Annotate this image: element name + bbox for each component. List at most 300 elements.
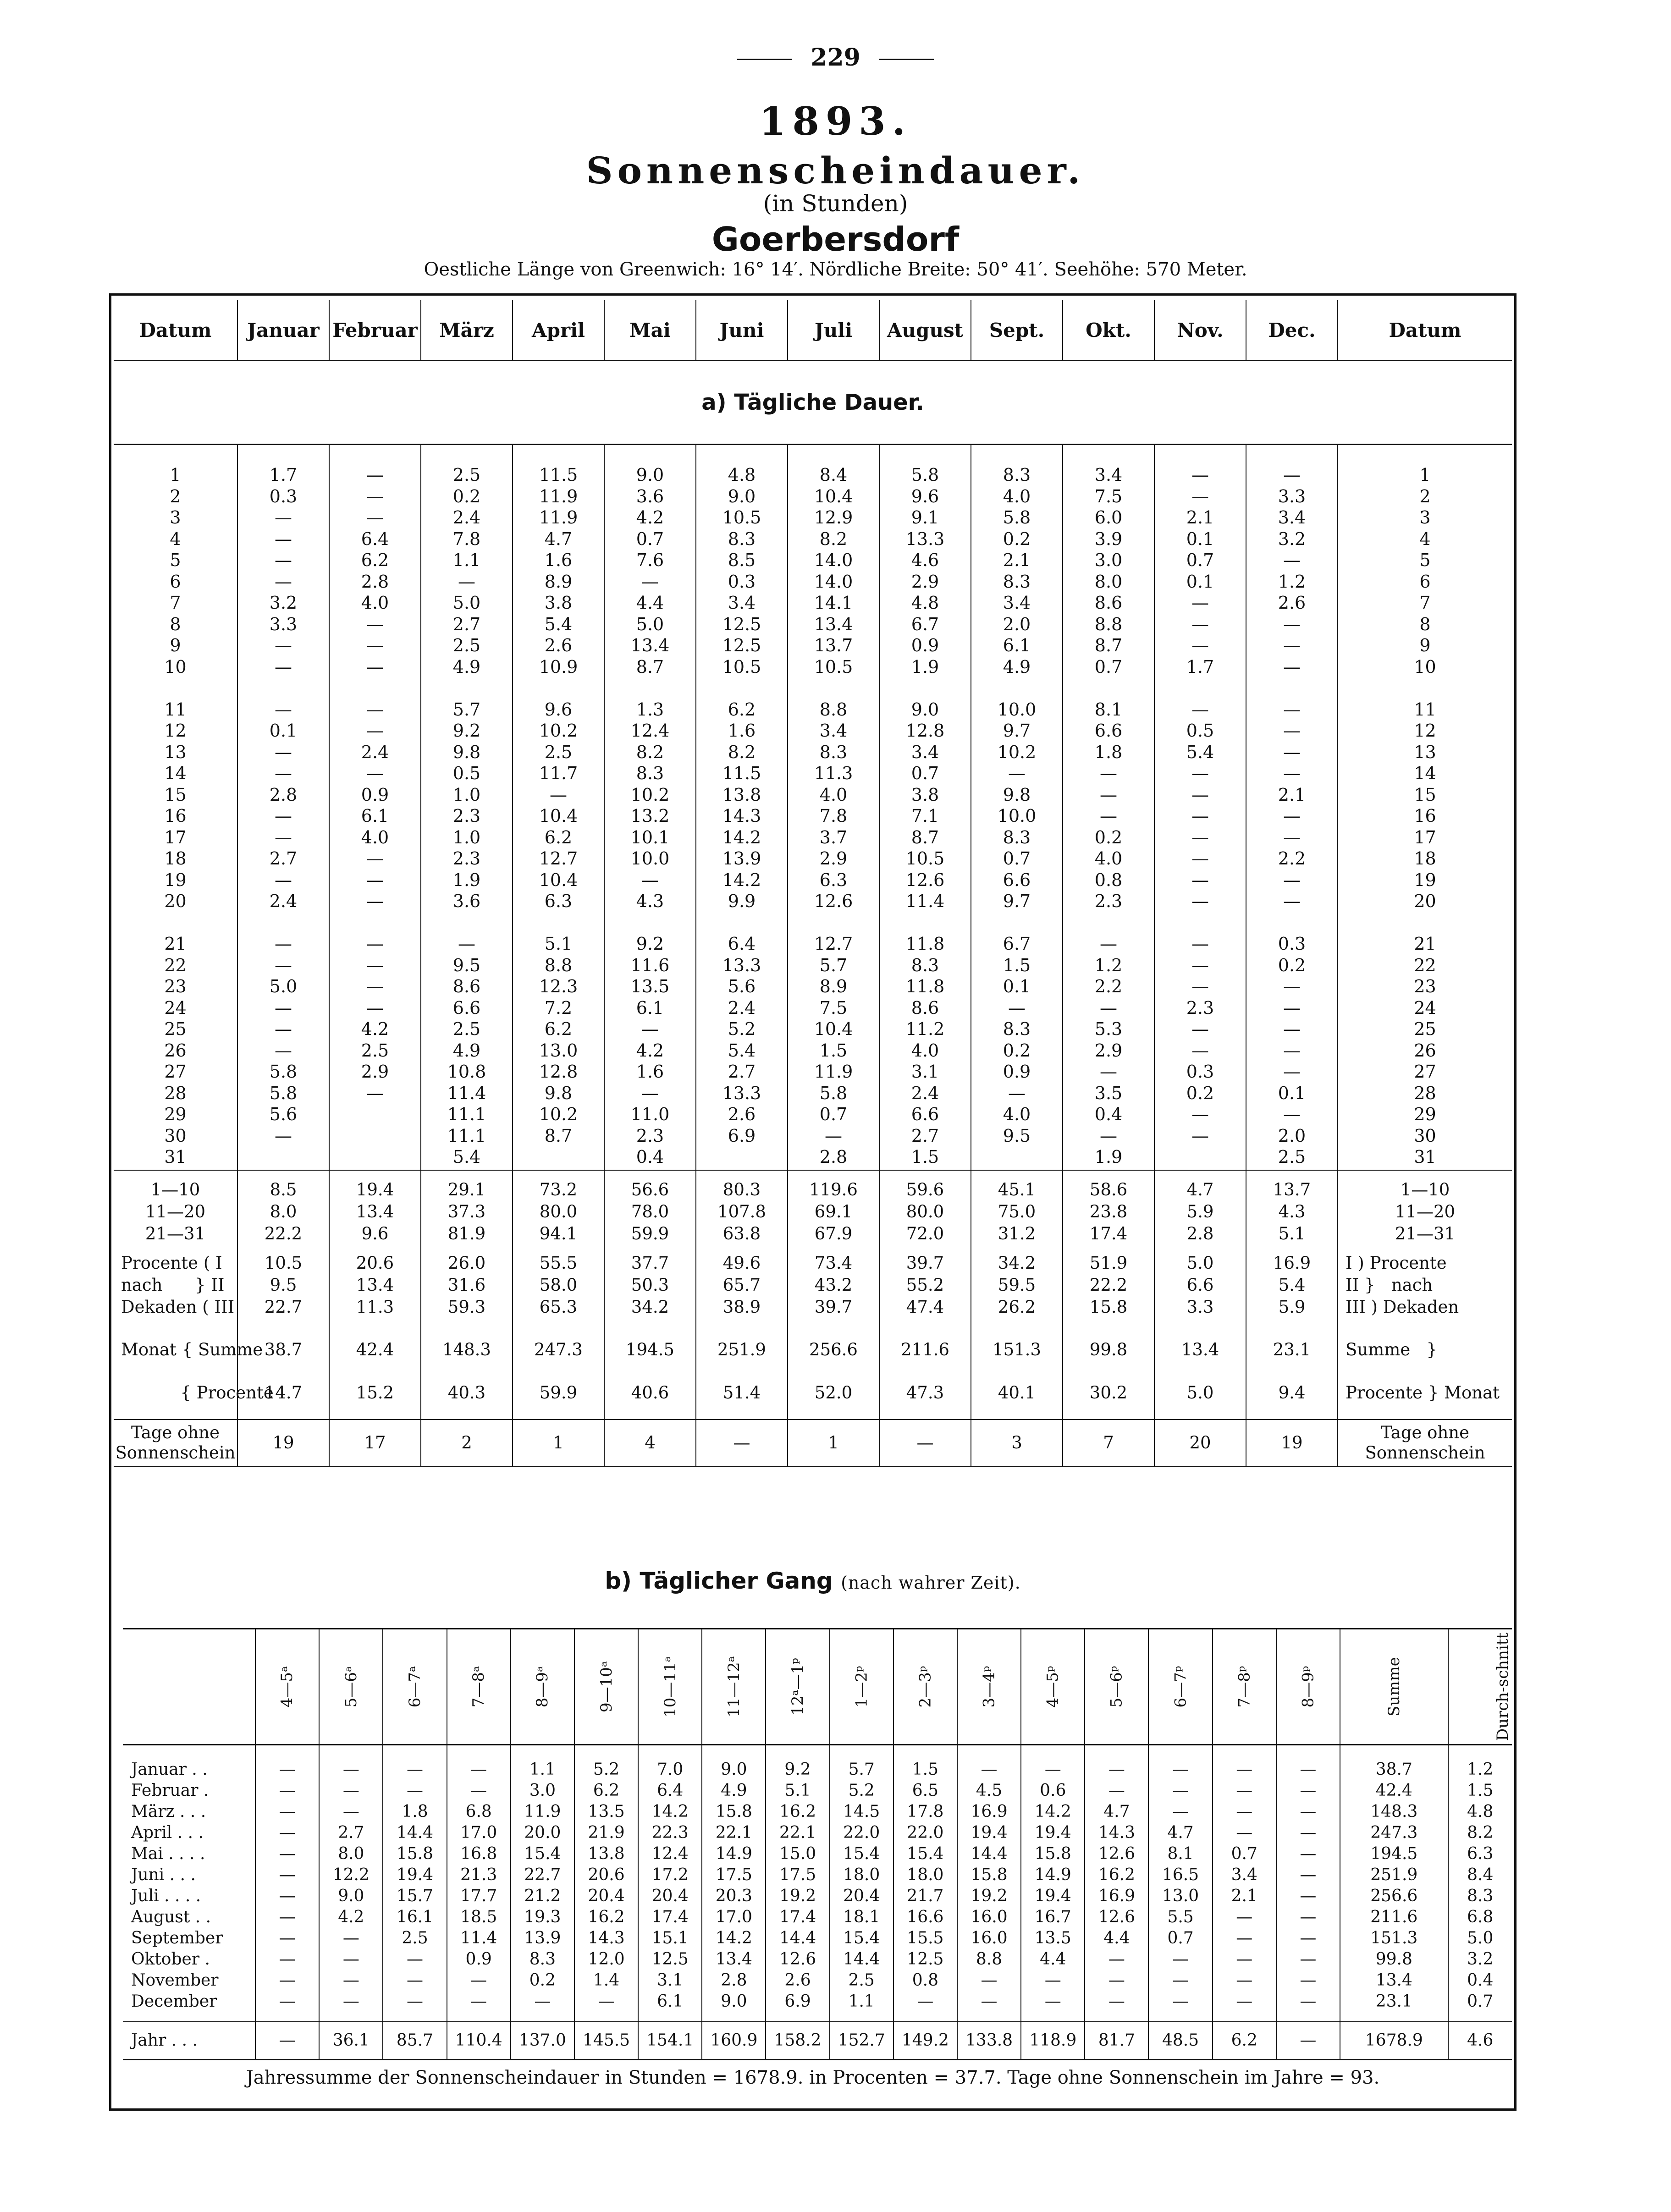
hour-value: 20.4 (638, 1886, 702, 1907)
hour-value: 1.5 (893, 1745, 957, 1781)
hour-value: 4.4 (1021, 1949, 1085, 1970)
month-label: November (131, 1971, 219, 1990)
dekaden-percent-row (114, 1252, 1512, 1326)
hour-value: — (1021, 1745, 1085, 1781)
procente-values: 37.7 50.3 34.2 (604, 1252, 696, 1326)
hour-value: 8.3 (1448, 1886, 1512, 1907)
monat-values: 99.8 30.2 (1063, 1326, 1154, 1420)
hour-value: 9.2 (766, 1745, 829, 1781)
month-label: Januar . . (131, 1760, 208, 1779)
hour-value: 15.4 (893, 1843, 957, 1865)
dekaden-values: 119.6 69.1 67.9 (788, 1170, 879, 1252)
month-label: August . . (131, 1908, 211, 1926)
dekaden-values: 73.2 80.0 94.1 (513, 1170, 604, 1252)
hour-value: 6.5 (893, 1780, 957, 1801)
col-header: Sept. (971, 300, 1063, 361)
hour-value: 15.8 (702, 1801, 766, 1822)
dekaden-values: 29.1 37.3 81.9 (421, 1170, 513, 1252)
hour-value: — (1085, 1970, 1148, 1991)
hour-value: — (1085, 1991, 1148, 2022)
hour-value: 16.0 (957, 1907, 1021, 1928)
hour-value: — (319, 1928, 383, 1949)
hour-value: — (511, 1991, 574, 2022)
hour-header-label: 3—4ᵖ (980, 1666, 998, 1708)
hour-value: 21.2 (511, 1886, 574, 1907)
hour-value: 20.4 (830, 1886, 893, 1907)
hour-value: 14.4 (766, 1928, 829, 1949)
hour-value: 22.1 (702, 1822, 766, 1843)
hour-value: 14.9 (702, 1843, 766, 1865)
hour-value: 19.4 (383, 1865, 447, 1886)
hour-value: 4.4 (1085, 1928, 1148, 1949)
ohne-value: 3 (971, 1420, 1063, 1466)
hour-header-label: 11—12ᵃ (724, 1656, 743, 1717)
hour-value: 11.4 (447, 1928, 511, 1949)
hour-value: — (1148, 1780, 1212, 1801)
hour-value: 48.5 (1148, 2022, 1212, 2060)
hour-value: — (255, 1991, 319, 2022)
table-row (123, 1843, 1512, 1865)
table-row (123, 1991, 1512, 2022)
day-values: 2.5 0.2 2.4 7.8 1.1 — 5.0 2.7 2.5 4.9 5.7 9.2 9.8 0.5 1.0 2.3 1.0 2.3 1.9 3.6 — 9.5 8.6 6.6 2.5 4.9 10.8 11.4 11.1 11.1 5.4 (421, 445, 513, 1170)
hour-value: 6.3 (1448, 1843, 1512, 1865)
hour-value: 14.5 (830, 1801, 893, 1822)
hour-value: 14.2 (638, 1801, 702, 1822)
day-values: 11.5 11.9 11.9 4.7 1.6 8.9 3.8 5.4 2.6 10.9 9.6 10.2 2.5 11.7 — 10.4 6.2 12.7 10.4 6.3 5.1 8.8 12.3 7.2 6.2 13.0 12.8 9.8 10.2 8.7 (513, 445, 604, 1170)
hour-value: 6.2 (574, 1780, 638, 1801)
hour-value: 0.2 (511, 1970, 574, 1991)
ohne-value: 19 (1246, 1420, 1338, 1466)
hour-header (383, 1629, 447, 1745)
dekaden-values: 19.4 13.4 9.6 (329, 1170, 421, 1252)
hour-value: — (957, 1745, 1021, 1781)
hour-value: 9.0 (319, 1886, 383, 1907)
hour-value: 18.5 (447, 1907, 511, 1928)
hour-header-label: 7—8ᵃ (469, 1666, 488, 1708)
ohne-value: — (879, 1420, 971, 1466)
day-values: 3.4 7.5 6.0 3.9 3.0 8.0 8.6 8.8 8.7 0.7 8.1 6.6 1.8 — — — 0.2 4.0 0.8 2.3 — 1.2 2.2 — 5.3 2.9 — 3.5 0.4 — 1.9 (1063, 445, 1154, 1170)
dekaden-values: 45.1 75.0 31.2 (971, 1170, 1063, 1252)
hour-value: 12.4 (638, 1843, 702, 1865)
hour-value: 247.3 (1340, 1822, 1448, 1843)
hour-header (511, 1629, 574, 1745)
day-values: 5.8 9.6 9.1 13.3 4.6 2.9 4.8 6.7 0.9 1.9 9.0 12.8 3.4 0.7 3.8 7.1 8.7 10.5 12.6 11.4 11.8 8.3 11.8 8.6 11.2 4.0 3.1 2.4 6.6 2.7 1.5 (879, 445, 971, 1170)
hour-header (893, 1629, 957, 1745)
hour-value: 145.5 (574, 2022, 638, 2060)
table-row (123, 1822, 1512, 1843)
table-row (123, 2022, 1512, 2060)
hour-value: — (1276, 1907, 1340, 1928)
hour-header-label: 5—6ᵃ (342, 1666, 360, 1708)
dekaden-values: 58.6 23.8 17.4 (1063, 1170, 1154, 1252)
hour-value: 23.1 (1340, 1991, 1448, 2022)
hour-value: 17.8 (893, 1801, 957, 1822)
hour-header-label: 4—5ᵃ (278, 1666, 297, 1708)
ohne-label: Tage ohne Sonnenschein (1338, 1420, 1512, 1466)
hour-value: 15.7 (383, 1886, 447, 1907)
day-values: 4.8 9.0 10.5 8.3 8.5 0.3 3.4 12.5 12.5 10.5 6.2 1.6 8.2 11.5 13.8 14.3 14.2 13.9 14.2 9.9 6.4 13.3 5.6 2.4 5.2 5.4 2.7 13.3 2.6 6.9 (696, 445, 788, 1170)
hour-value: — (319, 1801, 383, 1822)
hour-value: 13.4 (702, 1949, 766, 1970)
hour-value: 251.9 (1340, 1865, 1448, 1886)
hour-value: — (1276, 1886, 1340, 1907)
hour-value: — (1148, 1745, 1212, 1781)
col-header: April (513, 300, 604, 361)
procente-values: 73.4 43.2 39.7 (788, 1252, 879, 1326)
hour-header (1085, 1629, 1148, 1745)
hour-value: — (255, 1822, 319, 1843)
monat-values: 194.5 40.6 (604, 1326, 696, 1420)
hour-value: 211.6 (1340, 1907, 1448, 1928)
hour-value: 9.0 (702, 1991, 766, 2022)
hour-value: 1.2 (1448, 1745, 1512, 1781)
hour-value: 0.7 (1448, 1991, 1512, 2022)
hour-value: 12.6 (766, 1949, 829, 1970)
page-title: Sonnenscheindauer. (586, 149, 1085, 192)
month-label: Februar . (131, 1781, 209, 1800)
monat-label: Monat { Summe { Procente (114, 1326, 237, 1420)
hour-value: — (1085, 1949, 1148, 1970)
hour-value: 12.5 (893, 1949, 957, 1970)
hour-value: 13.5 (574, 1801, 638, 1822)
hour-value: — (447, 1970, 511, 1991)
hour-header-label: 7—8ᵖ (1235, 1666, 1254, 1708)
hour-value: 13.4 (1340, 1970, 1448, 1991)
table-row (123, 1801, 1512, 1822)
hour-value: 18.1 (830, 1907, 893, 1928)
monat-values: 247.3 59.9 (513, 1326, 604, 1420)
hour-value: 118.9 (1021, 2022, 1085, 2060)
procente-values: 26.0 31.6 59.3 (421, 1252, 513, 1326)
ohne-value: 17 (329, 1420, 421, 1466)
procente-label: Procente ( I nach } II Dekaden ( III (121, 1253, 235, 1317)
hour-value: 0.4 (1448, 1970, 1512, 1991)
hour-value: 17.7 (447, 1886, 511, 1907)
hour-value: 3.0 (511, 1780, 574, 1801)
monthly-sum-row (114, 1326, 1512, 1420)
hour-value: 20.4 (574, 1886, 638, 1907)
section-a-title: a) Tägliche Dauer. (114, 361, 1512, 445)
day-values: 8.4 10.4 12.9 8.2 14.0 14.0 14.1 13.4 13.7 10.5 8.8 3.4 8.3 11.3 4.0 7.8 3.7 2.9 6.3 12.6 12.7 5.7 8.9 7.5 10.4 1.5 11.9 5.8 0.7 — 2.8 (788, 445, 879, 1170)
hour-header (574, 1629, 638, 1745)
hour-value: 19.2 (957, 1886, 1021, 1907)
hour-value: 137.0 (511, 2022, 574, 2060)
col-header: Juni (696, 300, 788, 361)
hour-value: 11.9 (511, 1801, 574, 1822)
hour-value: 154.1 (638, 2022, 702, 2060)
section-b-heading: b) Täglicher Gang (605, 1568, 833, 1594)
procente-values: 16.9 5.4 5.9 (1246, 1252, 1338, 1326)
hour-value: 15.4 (830, 1928, 893, 1949)
col-header: Nov. (1154, 300, 1246, 361)
station-name: Goerbersdorf (711, 220, 960, 259)
procente-values: 34.2 59.5 26.2 (971, 1252, 1063, 1326)
hour-header-label: 8—9ᵖ (1299, 1666, 1318, 1708)
hour-value: 8.4 (1448, 1865, 1512, 1886)
hour-value: 8.2 (1448, 1822, 1512, 1843)
hour-value: 5.2 (830, 1780, 893, 1801)
hour-value: 12.2 (319, 1865, 383, 1886)
hour-value: — (1148, 1949, 1212, 1970)
hour-value: 15.4 (511, 1843, 574, 1865)
col-header: Okt. (1063, 300, 1154, 361)
hour-value: — (383, 1745, 447, 1781)
hour-header (1148, 1629, 1212, 1745)
hour-value: 8.3 (511, 1949, 574, 1970)
hour-value: 16.0 (957, 1928, 1021, 1949)
procente-values: 5.0 6.6 3.3 (1154, 1252, 1246, 1326)
month-label: März . . . (131, 1802, 206, 1821)
hour-value: — (255, 1907, 319, 1928)
col-header: Mai (604, 300, 696, 361)
hour-header-label: Durch-schnitt (1493, 1632, 1512, 1741)
station-coordinates: Oestliche Länge von Greenwich: 16° 14′. Nördliche Breite: 50° 41′. Seehöhe: 570 Meter. (424, 259, 1247, 280)
monat-values: 42.4 15.2 (329, 1326, 421, 1420)
hour-value: — (319, 1780, 383, 1801)
monat-values: 23.1 9.4 (1246, 1326, 1338, 1420)
hour-value: — (1276, 1970, 1340, 1991)
hour-value: — (383, 1949, 447, 1970)
hour-value: 1.1 (511, 1745, 574, 1781)
monat-values: 13.4 5.0 (1154, 1326, 1246, 1420)
hour-header (447, 1629, 511, 1745)
hour-value: — (1213, 1928, 1276, 1949)
hour-value: 16.9 (1085, 1886, 1148, 1907)
hour-value: 0.7 (1213, 1843, 1276, 1865)
hour-value: — (319, 1970, 383, 1991)
table-row (123, 1949, 1512, 1970)
hour-value: — (1021, 1970, 1085, 1991)
hour-value: — (1276, 1822, 1340, 1843)
procente-values: 39.7 55.2 47.4 (879, 1252, 971, 1326)
hour-value: 22.1 (766, 1822, 829, 1843)
hour-value: 2.5 (383, 1928, 447, 1949)
hour-value: — (255, 2022, 319, 2060)
monat-values: 256.6 52.0 (788, 1326, 879, 1420)
hour-value: — (1213, 1801, 1276, 1822)
col-header: Dec. (1246, 300, 1338, 361)
hour-value: 4.2 (319, 1907, 383, 1928)
hour-value: 19.4 (957, 1822, 1021, 1843)
hour-value: 17.4 (638, 1907, 702, 1928)
hour-value: — (1276, 1928, 1340, 1949)
hour-value: 5.0 (1448, 1928, 1512, 1949)
hour-header (1340, 1629, 1448, 1745)
year-heading: 1893. (759, 99, 912, 144)
hour-value: 21.3 (447, 1865, 511, 1886)
hour-value: 3.4 (1213, 1865, 1276, 1886)
hour-value: 2.1 (1213, 1886, 1276, 1907)
col-header: Datum (114, 300, 237, 361)
hour-value: — (447, 1745, 511, 1781)
hour-header-label: 4—5ᵖ (1043, 1666, 1062, 1708)
month-label: April . . . (131, 1823, 204, 1842)
ohne-value: 1 (513, 1420, 604, 1466)
hour-value: 81.7 (1085, 2022, 1148, 2060)
col-header: Datum (1338, 300, 1512, 361)
ohne-value: 1 (788, 1420, 879, 1466)
hour-value: — (1148, 1970, 1212, 1991)
hour-value: 21.7 (893, 1886, 957, 1907)
hour-value: — (1085, 1745, 1148, 1781)
hour-value: — (447, 1991, 511, 2022)
month-label: Mai . . . . (131, 1844, 205, 1863)
hour-value: — (1085, 1780, 1148, 1801)
dekaden-labels: 1—10 11—20 21—31 (1338, 1170, 1512, 1252)
hour-value: 19.2 (766, 1886, 829, 1907)
hour-value: — (1213, 1949, 1276, 1970)
hour-header (766, 1629, 829, 1745)
hour-value: 20.6 (574, 1865, 638, 1886)
hour-value: 38.7 (1340, 1745, 1448, 1781)
hour-value: 14.9 (1021, 1865, 1085, 1886)
hour-value: — (1276, 2022, 1340, 2060)
ohne-value: 4 (604, 1420, 696, 1466)
day-values: 1.7 0.3 — — — — 3.2 3.3 — — — 0.1 — — 2.8 — — 2.7 — 2.4 — — 5.0 — — — 5.8 5.8 5.6 — (237, 445, 329, 1170)
hour-value: — (255, 1970, 319, 1991)
hour-value: — (1276, 1949, 1340, 1970)
hour-value: — (1021, 1991, 1085, 2022)
daily-values-row (114, 445, 1512, 1170)
hour-value: 22.3 (638, 1822, 702, 1843)
hour-value: 1.1 (830, 1991, 893, 2022)
day-values: 9.0 3.6 4.2 0.7 7.6 — 4.4 5.0 13.4 8.7 1.3 12.4 8.2 8.3 10.2 13.2 10.1 10.0 — 4.3 9.2 11.6 13.5 6.1 — 4.2 1.6 — 11.0 2.3 0.4 (604, 445, 696, 1170)
hour-header-label: Summe (1384, 1657, 1403, 1717)
hour-value: — (255, 1780, 319, 1801)
day-values: — — 2.1 0.1 0.7 0.1 — — — 1.7 — 0.5 5.4 — — — — — — — — — — 2.3 — — 0.3 0.2 — — (1154, 445, 1246, 1170)
annual-summary: Jahressumme der Sonnenscheindauer in Stunden = 1678.9. in Procenten = 37.7. Tage ohne Sonnenschein im Jahre = 93. (246, 2067, 1380, 2088)
hour-header (319, 1629, 383, 1745)
hour-value: 0.8 (893, 1970, 957, 1991)
col-header: August (879, 300, 971, 361)
hour-value: 12.5 (638, 1949, 702, 1970)
month-label: Jahr . . . (123, 2022, 255, 2060)
hour-value: 13.0 (1148, 1886, 1212, 1907)
hour-value: — (1276, 1801, 1340, 1822)
hour-value: 12.0 (574, 1949, 638, 1970)
hour-value: 17.5 (702, 1865, 766, 1886)
monat-values: 211.6 47.3 (879, 1326, 971, 1420)
hour-value: 15.1 (638, 1928, 702, 1949)
hour-value: — (1213, 1907, 1276, 1928)
hour-value: 99.8 (1340, 1949, 1448, 1970)
monat-values: 151.3 40.1 (971, 1326, 1063, 1420)
hour-header (702, 1629, 766, 1745)
hour-value: 158.2 (766, 2022, 829, 2060)
hour-value: 6.1 (638, 1991, 702, 2022)
hour-value: — (447, 1780, 511, 1801)
hour-value: — (255, 1865, 319, 1886)
hour-value: 18.0 (830, 1865, 893, 1886)
table-row (123, 1865, 1512, 1886)
hour-value: — (957, 1970, 1021, 1991)
hour-value: 22.7 (511, 1865, 574, 1886)
hour-value: 16.2 (574, 1907, 638, 1928)
hour-value: 110.4 (447, 2022, 511, 2060)
day-values: 8.3 4.0 5.8 0.2 2.1 8.3 3.4 2.0 6.1 4.9 10.0 9.7 10.2 — 9.8 10.0 8.3 0.7 6.6 9.7 6.7 1.5 0.1 — 8.3 0.2 0.9 — 4.0 9.5 (971, 445, 1063, 1170)
hour-value: 6.8 (447, 1801, 511, 1822)
hour-value: 13.8 (574, 1843, 638, 1865)
hour-value: 14.2 (702, 1928, 766, 1949)
hour-value: 17.5 (766, 1865, 829, 1886)
procente-values: 49.6 65.7 38.9 (696, 1252, 788, 1326)
hour-value: 6.4 (638, 1780, 702, 1801)
hour-value: 0.6 (1021, 1780, 1085, 1801)
ohne-value: 19 (237, 1420, 329, 1466)
dekaden-values: 13.7 4.3 5.1 (1246, 1170, 1338, 1252)
hour-value: — (255, 1801, 319, 1822)
hour-value: — (1148, 1991, 1212, 2022)
hour-value: 14.4 (957, 1843, 1021, 1865)
ohne-value: 7 (1063, 1420, 1154, 1466)
month-label: September (131, 1929, 223, 1948)
hour-value: — (1276, 1843, 1340, 1865)
hour-value: — (383, 1970, 447, 1991)
dekaden-sums-row (114, 1170, 1512, 1252)
hour-value: — (893, 1991, 957, 2022)
hour-value: 160.9 (702, 2022, 766, 2060)
procente-values: 51.9 22.2 15.8 (1063, 1252, 1154, 1326)
hour-value: 133.8 (957, 2022, 1021, 2060)
month-label: Juni . . . (131, 1865, 196, 1884)
hour-value: 5.7 (830, 1745, 893, 1781)
hour-value: 85.7 (383, 2022, 447, 2060)
hour-header-label: 2—3ᵖ (916, 1666, 935, 1708)
hour-value: 42.4 (1340, 1780, 1448, 1801)
hour-value: 5.2 (574, 1745, 638, 1781)
hour-value: 16.8 (447, 1843, 511, 1865)
hour-value: 5.1 (766, 1780, 829, 1801)
hour-value: 16.2 (1085, 1865, 1148, 1886)
hour-value: 5.5 (1148, 1907, 1212, 1928)
hour-value: 9.0 (702, 1745, 766, 1781)
hourly-course-table (123, 1628, 1512, 2060)
hour-value: 4.6 (1448, 2022, 1512, 2060)
hour-value: 19.4 (1021, 1886, 1085, 1907)
hour-value: — (1213, 1745, 1276, 1781)
hour-value: 17.4 (766, 1907, 829, 1928)
hour-header (957, 1629, 1021, 1745)
dekaden-labels: 1—10 11—20 21—31 (145, 1179, 206, 1244)
monat-values: 38.7 14.7 (237, 1326, 329, 1420)
hour-value: 3.2 (1448, 1949, 1512, 1970)
procente-values: 20.6 13.4 11.3 (329, 1252, 421, 1326)
hour-value: 13.5 (1021, 1928, 1085, 1949)
hour-header-label: 6—7ᵃ (406, 1666, 425, 1708)
procente-values: 55.5 58.0 65.3 (513, 1252, 604, 1326)
hour-value: 19.3 (511, 1907, 574, 1928)
hour-value: 15.5 (893, 1928, 957, 1949)
hour-header (1276, 1629, 1340, 1745)
hour-value: 15.0 (766, 1843, 829, 1865)
col-header: Januar (237, 300, 329, 361)
hour-value: 1.5 (1448, 1780, 1512, 1801)
days-without-sun-row (114, 1420, 1512, 1466)
day-labels: 1 2 3 4 5 6 7 8 9 10 11 12 13 14 15 16 17 18 19 20 21 22 23 24 25 26 27 28 29 30 31 (1338, 445, 1512, 1170)
hour-value: 16.6 (893, 1907, 957, 1928)
hour-value: — (319, 1745, 383, 1781)
hour-value: — (255, 1928, 319, 1949)
hour-value: 16.9 (957, 1801, 1021, 1822)
hour-value: 2.6 (766, 1970, 829, 1991)
hour-value: — (1213, 1822, 1276, 1843)
hour-value: 16.5 (1148, 1865, 1212, 1886)
monat-label: Summe } Procente } Monat (1338, 1326, 1512, 1420)
monat-values: 148.3 40.3 (421, 1326, 513, 1420)
hour-value: 3.1 (638, 1970, 702, 1991)
hour-value: 21.9 (574, 1822, 638, 1843)
hour-value: 22.0 (830, 1822, 893, 1843)
